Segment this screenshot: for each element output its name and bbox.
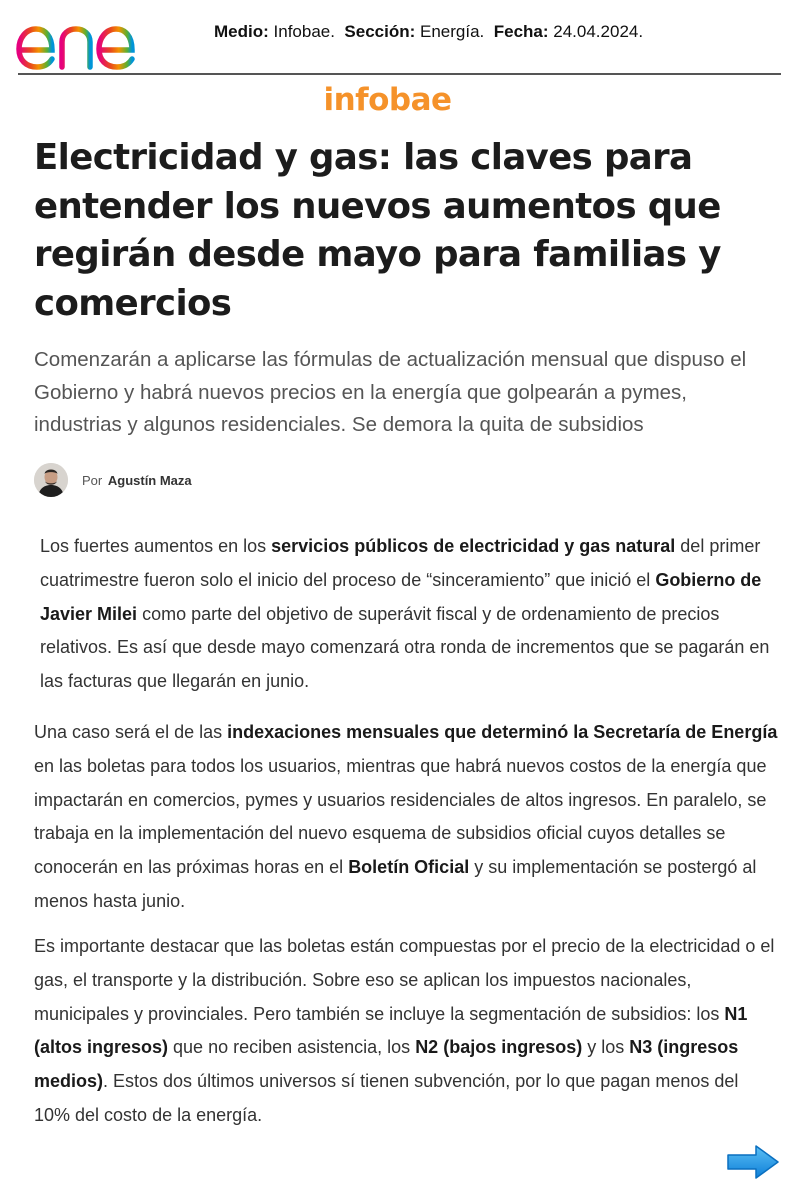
article-title: Electricidad y gas: las claves para entender los nuevos aumentos que regirán desde mayo para familias y comercios bbox=[34, 137, 721, 324]
body-paragraph-1 bbox=[40, 530, 780, 699]
highlighted-text: Gobierno de Javier Milei bbox=[40, 569, 762, 624]
paragraph-text: del primer cuatrimestre fueron solo el inicio del proceso de “sinceramiento” que inició el bbox=[40, 536, 761, 590]
fecha-value: 24.04.2024. bbox=[553, 22, 644, 41]
seccion-value: Energía. bbox=[420, 22, 485, 41]
medio-label: Medio: bbox=[214, 22, 269, 41]
fecha-label: Fecha: bbox=[493, 22, 549, 41]
paragraph-text: como parte del objetivo de superávit fiscal y de ordenamiento de precios relativos. Es así que desde mayo comenzará otra ronda de incrementos que se pagarán en las facturas que llegarán en junio. bbox=[40, 603, 770, 692]
paragraph-text: y los bbox=[582, 1037, 630, 1058]
body-paragraph-3 bbox=[34, 930, 779, 1133]
author-avatar[interactable] bbox=[34, 463, 68, 497]
medio-value: Infobae. bbox=[273, 22, 335, 41]
author-text bbox=[82, 473, 192, 488]
paragraph-text: que no reciben asistencia, los bbox=[168, 1037, 416, 1058]
seccion-label: Sección: bbox=[344, 22, 416, 41]
header-divider bbox=[18, 73, 781, 75]
highlighted-text: indexaciones mensuales que determinó la Secretaría de Energía bbox=[227, 722, 778, 742]
paragraph-text: y su implementación se postergó al menos hasta junio. bbox=[34, 857, 757, 911]
paragraph-text: Una caso será el de las bbox=[34, 722, 228, 742]
highlighted-text: servicios públicos de electricidad y gas natural bbox=[271, 536, 676, 556]
paragraph-text: . Estos dos últimos universos sí tienen subvención, por lo que pagan menos del 10% del costo de la energía. bbox=[34, 1071, 739, 1125]
highlighted-text: N3 (ingresos medios) bbox=[34, 1037, 739, 1092]
clipping-header bbox=[0, 0, 800, 76]
paragraph-text: en las boletas para todos los usuarios, mientras que habrá nuevos costos de la energía que impactarán en comercios, pymes y usuarios residenciales de altos ingresos. En paralelo, se trabaja en la implementación del nuevo esquema de subsidios oficial cuyos detalles se conocerán en las próximas horas en el bbox=[34, 755, 767, 878]
article-subtitle: Comenzarán a aplicarse las fórmulas de actualización mensual que dispuso el Gobierno y habrá nuevos precios en la energía que golpearán a pymes, industrias y algunos residenciales. Se demora la quita de subsidios bbox=[34, 348, 747, 436]
infobae-logo bbox=[0, 82, 800, 118]
paragraph-text: Los fuertes aumentos en los bbox=[40, 536, 272, 556]
enel-logo bbox=[16, 10, 178, 70]
arrow-right-icon[interactable] bbox=[726, 1144, 780, 1180]
paragraph-text: Es importante destacar que las boletas están compuestas por el precio de la electricidad o el gas, el transporte y la distribución. Sobre eso se aplican los impuestos nacionales, municipales y provinciales. Pero también se incluye la segmentación de subsidios: los bbox=[34, 936, 775, 1024]
person-icon bbox=[34, 463, 68, 497]
infobae-logo-text: infobae bbox=[323, 82, 452, 118]
body-paragraph-2 bbox=[34, 716, 779, 919]
highlighted-text: N2 (bajos ingresos) bbox=[415, 1037, 583, 1058]
author-byline bbox=[34, 462, 192, 498]
author-name[interactable]: Agustín Maza bbox=[107, 472, 192, 488]
highlighted-text: N1 (altos ingresos) bbox=[34, 1003, 748, 1058]
highlighted-text: Boletín Oficial bbox=[348, 857, 470, 878]
clipping-meta bbox=[214, 22, 643, 42]
author-prefix: Por bbox=[82, 472, 103, 488]
